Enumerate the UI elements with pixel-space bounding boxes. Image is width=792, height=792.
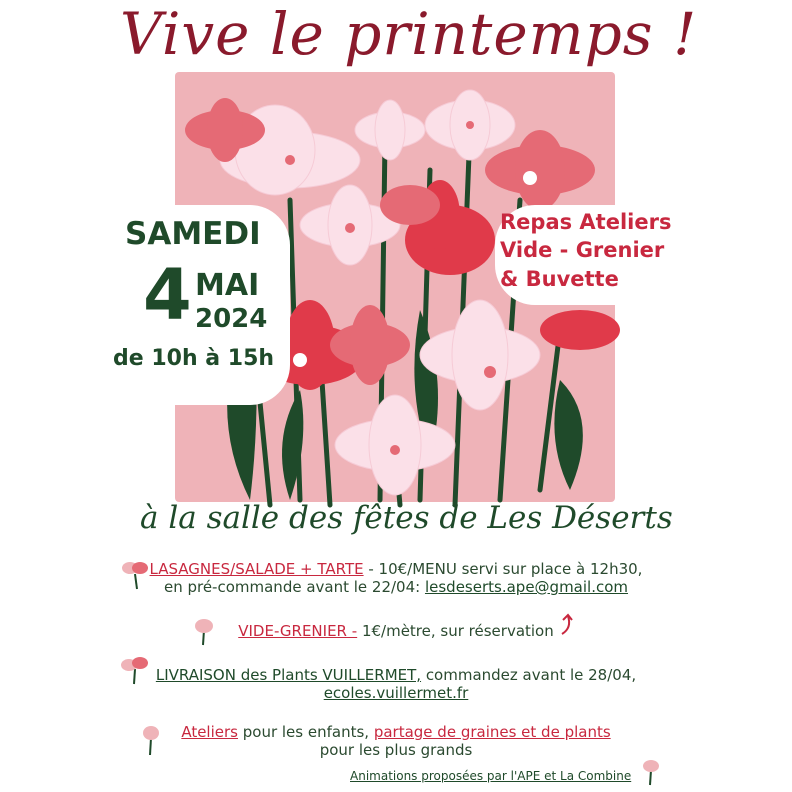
poster-title: Vive le printemps ! <box>120 0 698 68</box>
day-number: 4 <box>143 254 192 336</box>
activity-line: & Buvette <box>500 266 619 291</box>
activities-list <box>500 208 680 293</box>
meal-preorder: en pré-commande avant le 22/04: <box>163 578 425 596</box>
vuillermet-link[interactable]: ecoles.vuillermet.fr <box>323 684 469 702</box>
email-link[interactable]: lesdeserts.ape@gmail.com <box>424 578 629 596</box>
meal-info <box>0 560 792 596</box>
ateliers-line2: pour les plus grands <box>319 741 473 759</box>
seeds-label: partage de graines et de plants <box>373 723 611 741</box>
plants-label: LIVRAISON des Plants VUILLERMET, <box>155 666 422 684</box>
activity-line: Vide - Grenier <box>500 238 665 263</box>
plants-text: commandez avant le 28/04, <box>421 666 637 684</box>
ateliers-text: pour les enfants, <box>237 723 374 741</box>
arrow-icon <box>556 612 578 638</box>
ateliers-label: Ateliers <box>181 723 238 741</box>
meal-label: LASAGNES/SALADE + TARTE <box>149 560 364 578</box>
year: 2024 <box>195 304 268 334</box>
vide-grenier-text: 1€/mètre, sur réservation <box>357 622 554 640</box>
flower-icon <box>640 758 662 786</box>
ateliers-info <box>0 723 792 759</box>
activity-line: Repas Ateliers <box>500 210 672 234</box>
meal-text: - 10€/MENU servi sur place à 12h30, <box>363 560 643 578</box>
weekday: SAMEDI <box>125 216 261 252</box>
plants-info <box>0 666 792 702</box>
vide-grenier-label: VIDE-GRENIER - <box>238 622 358 640</box>
opening-hours: de 10h à 15h <box>113 346 275 371</box>
vide-grenier-info <box>0 622 792 640</box>
month: MAI <box>195 268 260 303</box>
location: à la salle des fêtes de Les Déserts <box>140 500 673 536</box>
footer-credits: Animations proposées par l'APE et La Combine <box>350 769 632 783</box>
